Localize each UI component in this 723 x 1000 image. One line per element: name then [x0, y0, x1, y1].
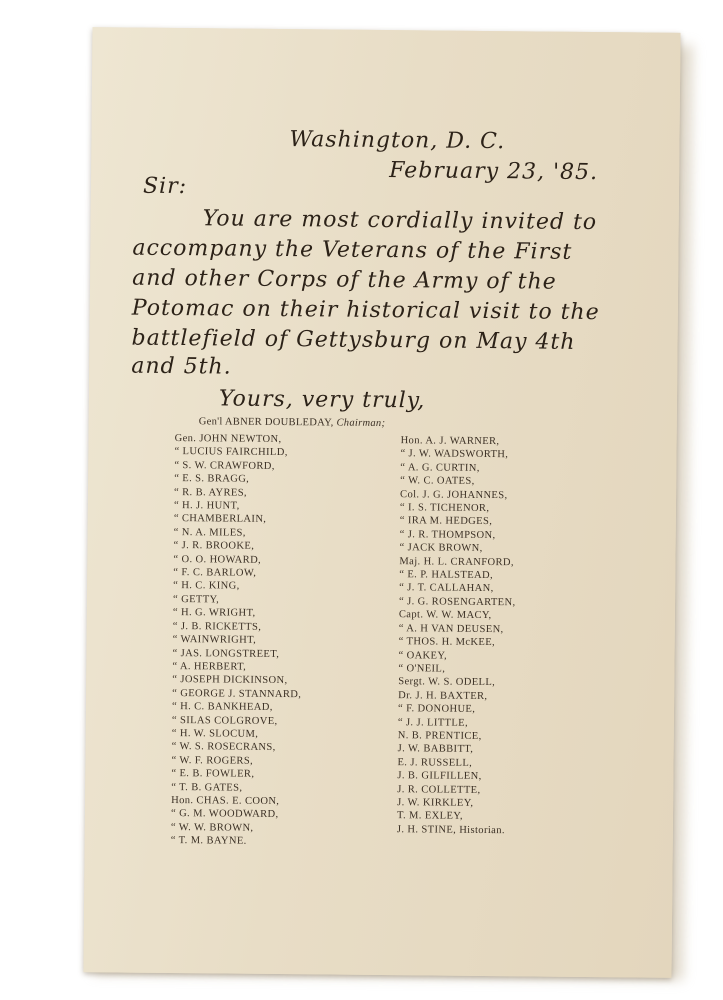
letter-date: February 23, '85.	[389, 158, 599, 186]
committee-member: “ WAINWRIGHT,	[172, 634, 257, 646]
letter-body-line: and 5th.	[131, 353, 232, 380]
committee-member: “ JAS. LONGSTREET,	[172, 647, 280, 660]
committee-left-column	[171, 432, 304, 849]
chairman-name: Gen'l ABNER DOUBLEDAY,	[198, 416, 334, 429]
chairman-title: Chairman;	[336, 417, 386, 430]
committee-member: Capt. W. W. MACY,	[398, 609, 492, 622]
committee-member: “ H. J. HUNT,	[173, 500, 240, 512]
committee-member: “ H. W. SLOCUM,	[171, 727, 259, 740]
committee-member: J. H. STINE, Historian.	[396, 823, 505, 836]
committee-member: “ S. W. CRAWFORD,	[174, 459, 275, 472]
committee-member: “ W. F. ROGERS,	[171, 754, 254, 767]
committee-member: Sergt. W. S. ODELL,	[398, 676, 496, 689]
committee-member: “ GETTY,	[173, 593, 220, 606]
invitation-letter	[83, 27, 680, 978]
committee-member: “ J. W. WADSWORTH,	[400, 448, 509, 461]
letter-body-line: You are most cordially invited to	[202, 206, 598, 236]
letter-body-line: accompany the Veterans of the First	[132, 235, 573, 265]
committee-member: “ GEORGE J. STANNARD,	[172, 687, 302, 700]
committee-member: T. M. EXLEY,	[396, 810, 463, 823]
committee-member: “ J. T. CALLAHAN,	[399, 582, 494, 595]
letter-closing: Yours, very truly,	[218, 386, 426, 414]
committee-member: “ O. O. HOWARD,	[173, 553, 262, 566]
committee-member: Gen. JOHN NEWTON,	[174, 433, 282, 446]
committee-member: “ W. W. BROWN,	[170, 821, 254, 834]
committee-member: J. W. BABBITT,	[397, 743, 474, 756]
committee-member: “ CHAMBERLAIN,	[173, 513, 267, 526]
committee-member: “ IRA M. HEDGES,	[399, 515, 493, 528]
committee-member: “ W. C. OATES,	[400, 475, 475, 488]
committee-member: “ F. C. BARLOW,	[173, 567, 257, 579]
committee-member: “ H. C. KING,	[173, 580, 240, 593]
committee-member: “ J. R. BROOKE,	[173, 540, 255, 553]
committee-member: “ LUCIUS FAIRCHILD,	[174, 446, 288, 459]
committee-member: “ A. G. CURTIN,	[400, 461, 480, 474]
committee-member: “ SILAS COLGROVE,	[171, 714, 278, 727]
committee-member: “ H. C. BANKHEAD,	[171, 701, 273, 714]
committee-member: “ T. B. GATES,	[171, 781, 243, 794]
committee-member: “ JACK BROWN,	[399, 542, 483, 555]
committee-member: “ H. G. WRIGHT,	[172, 607, 256, 620]
committee-member: “ J. J. LITTLE,	[397, 716, 469, 729]
committee-member: Hon. CHAS. E. COON,	[171, 794, 280, 807]
committee-member: Maj. H. L. CRANFORD,	[399, 555, 514, 568]
committee-member: “ A. H VAN DEUSEN,	[398, 622, 504, 635]
committee-member: “ W. S. ROSECRANS,	[171, 741, 276, 754]
committee-member: “ E. P. HALSTEAD,	[399, 569, 494, 582]
committee-member: N. B. PRENTICE,	[397, 730, 482, 742]
committee-member: “ E. B. FOWLER,	[171, 768, 255, 780]
committee-member: “ J. B. RICKETTS,	[172, 620, 262, 633]
committee-member: “ I. S. TICHENOR,	[399, 502, 490, 515]
committee-member: J. W. KIRKLEY,	[397, 797, 474, 809]
committee-member: “ J. R. THOMPSON,	[399, 529, 496, 541]
committee-member: J. R. COLLETTE,	[397, 783, 481, 796]
letter-salutation: Sir:	[142, 173, 188, 200]
committee-member: “ E. S. BRAGG,	[174, 473, 250, 485]
committee-member: Col. J. G. JOHANNES,	[400, 488, 508, 501]
committee-member: “ N. A. MILES,	[173, 526, 246, 539]
committee-member: E. J. RUSSELL,	[397, 756, 473, 769]
letter-body-line: and other Corps of the Army of the	[132, 265, 557, 295]
committee-right-column	[397, 434, 517, 837]
committee-member: “ G. M. WOODWARD,	[170, 808, 279, 821]
letter-place: Washington, D. C.	[289, 127, 506, 155]
committee-member: “ T. M. BAYNE.	[170, 835, 247, 847]
committee-member: “ F. DONOHUE,	[397, 703, 476, 716]
committee-member: “ JOSEPH DICKINSON,	[172, 674, 288, 687]
letter-body-line: battlefield of Gettysburg on May 4th	[131, 325, 576, 355]
committee-member: Dr. J. H. BAXTER,	[398, 689, 488, 702]
committee-member: “ OAKEY,	[398, 649, 448, 662]
committee-chairman	[199, 416, 386, 429]
letter-body-line: Potomac on their historical visit to the	[131, 295, 600, 326]
committee-member: “ R. B. AYRES,	[174, 486, 248, 499]
committee-member: Hon. A. J. WARNER,	[400, 435, 500, 448]
committee-member: “ A. HERBERT,	[172, 660, 247, 673]
committee-member: “ THOS. H. McKEE,	[398, 636, 496, 649]
committee-member: “ J. G. ROSENGARTEN,	[398, 596, 516, 609]
committee-member: “ O'NEIL,	[398, 663, 446, 675]
committee-member: J. B. GILFILLEN,	[397, 770, 482, 783]
